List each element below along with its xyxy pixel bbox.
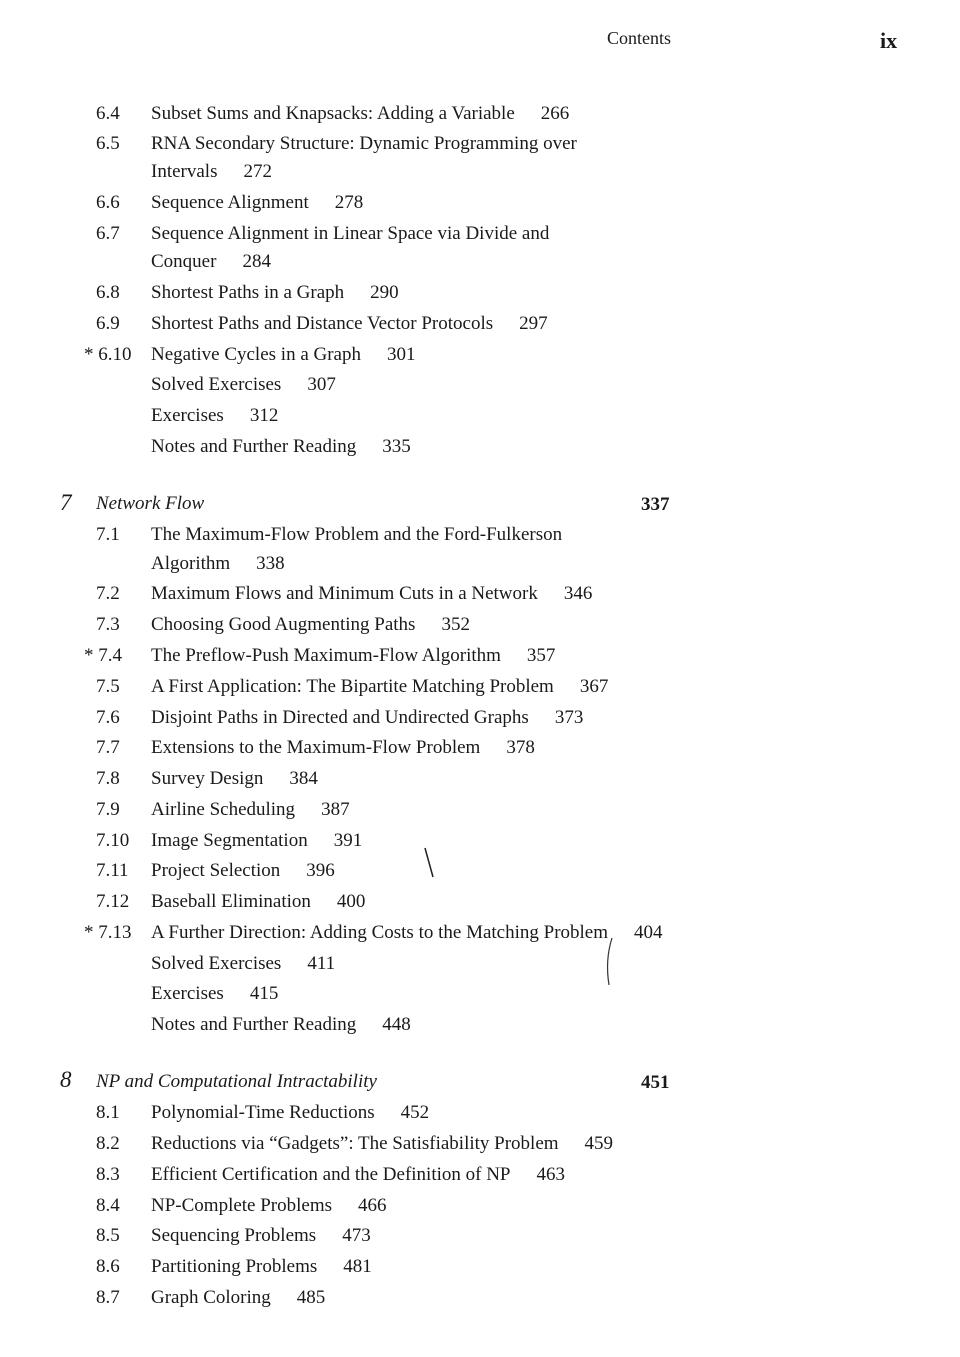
section-title: Subset Sums and Knapsacks: Adding a Variable 266 (151, 103, 570, 124)
section-number: 7.8 (96, 768, 120, 789)
section-page: 284 (242, 251, 271, 272)
section-number: 8.7 (96, 1287, 120, 1308)
section-page: 485 (296, 1287, 326, 1308)
section-page: 481 (343, 1256, 372, 1277)
section-page: 297 (519, 313, 548, 334)
chapter-page: 451 (641, 1072, 670, 1093)
section-title: Graph Coloring 485 (151, 1287, 326, 1308)
section-page: 373 (554, 707, 584, 728)
section-title: Polynomial-Time Reductions 452 (151, 1102, 430, 1123)
section-page: 301 (386, 344, 416, 365)
running-header-page-number: ix (880, 28, 898, 53)
section-title-continued: Intervals 272 (151, 161, 272, 182)
section-title: NP-Complete Problems 466 (151, 1195, 387, 1216)
section-page: 338 (256, 553, 285, 574)
section-title: Airline Scheduling 387 (151, 799, 350, 820)
section-number: 8.2 (96, 1133, 120, 1154)
section-page: 352 (441, 614, 470, 635)
section-title: Reductions via “Gadgets”: The Satisfiability Problem 459 (151, 1133, 614, 1154)
section-page: 411 (307, 953, 336, 974)
section-page: 307 (307, 374, 336, 395)
section-number: 7.3 (96, 614, 120, 635)
section-page: 346 (563, 583, 593, 604)
section-title: Sequence Alignment in Linear Space via Divide and (151, 223, 550, 244)
section-title: Exercises 415 (151, 983, 279, 1004)
section-number: 7.5 (96, 676, 120, 697)
section-title: The Preflow-Push Maximum-Flow Algorithm 357 (151, 645, 556, 666)
section-page: 266 (540, 103, 570, 124)
chapter-title: Network Flow (96, 493, 205, 514)
section-page: 400 (336, 891, 366, 912)
section-page: 357 (526, 645, 556, 666)
section-title: Image Segmentation 391 (151, 830, 363, 851)
section-page: 466 (358, 1195, 387, 1216)
section-page: 384 (289, 768, 318, 789)
section-page: 335 (382, 436, 411, 457)
section-page: 473 (342, 1225, 371, 1246)
section-title: Baseball Elimination 400 (151, 891, 366, 912)
chapter-number: 8 (60, 1067, 72, 1092)
section-title: Partitioning Problems 481 (151, 1256, 372, 1277)
section-number: * 6.10 (84, 344, 132, 365)
section-number: 6.5 (96, 133, 120, 154)
section-title: Notes and Further Reading 335 (151, 436, 411, 457)
section-number: 7.12 (96, 891, 130, 912)
section-title: Sequence Alignment 278 (151, 192, 364, 213)
section-number: * 7.4 (84, 645, 122, 666)
section-title: A Further Direction: Adding Costs to the Matching Problem 404 (151, 922, 663, 943)
section-title: Maximum Flows and Minimum Cuts in a Network 346 (151, 583, 593, 604)
section-page: 448 (382, 1014, 411, 1035)
section-number: 8.1 (96, 1102, 120, 1123)
section-page: 452 (400, 1102, 430, 1123)
section-number: 7.11 (96, 860, 129, 881)
section-page: 404 (634, 922, 663, 943)
section-title: Notes and Further Reading 448 (151, 1014, 411, 1035)
section-page: 290 (370, 282, 399, 303)
section-title: Shortest Paths in a Graph 290 (151, 282, 399, 303)
section-title: Extensions to the Maximum-Flow Problem 378 (151, 737, 535, 758)
section-title: Negative Cycles in a Graph 301 (151, 344, 416, 365)
section-number: 8.4 (96, 1195, 120, 1216)
chapter-title: NP and Computational Intractability (96, 1071, 377, 1092)
section-page: 391 (333, 830, 363, 851)
section-title: Solved Exercises 411 (151, 953, 336, 974)
section-title: Choosing Good Augmenting Paths 352 (151, 614, 470, 635)
section-number: 8.3 (96, 1164, 120, 1185)
section-page: 278 (334, 192, 364, 213)
section-title-continued: Algorithm 338 (151, 553, 285, 574)
section-number: 6.9 (96, 313, 120, 334)
section-number: 6.4 (96, 103, 120, 124)
section-number: * 7.13 (84, 922, 132, 943)
section-title: Exercises 312 (151, 405, 279, 426)
section-page: 272 (243, 161, 272, 182)
running-header-title: Contents (607, 28, 672, 48)
section-title: Project Selection 396 (151, 860, 335, 881)
section-title: RNA Secondary Structure: Dynamic Programming over (151, 133, 577, 154)
section-number: 7.7 (96, 737, 120, 758)
section-number: 7.1 (96, 524, 120, 545)
section-number: 6.8 (96, 282, 120, 303)
section-title: The Maximum-Flow Problem and the Ford-Fulkerson (151, 524, 563, 545)
section-title-continued: Conquer 284 (151, 251, 271, 272)
section-page: 459 (584, 1133, 614, 1154)
section-title: Shortest Paths and Distance Vector Protocols 297 (151, 313, 548, 334)
section-number: 7.2 (96, 583, 120, 604)
section-page: 415 (249, 983, 279, 1004)
section-number: 7.6 (96, 707, 120, 728)
section-title: Solved Exercises 307 (151, 374, 336, 395)
chapter-number: 7 (60, 490, 72, 515)
section-number: 7.9 (96, 799, 120, 820)
section-title: Survey Design 384 (151, 768, 318, 789)
section-page: 387 (321, 799, 350, 820)
section-title: Disjoint Paths in Directed and Undirected Graphs 373 (151, 707, 584, 728)
section-page: 367 (579, 676, 609, 697)
section-title: A First Application: The Bipartite Matching Problem 367 (151, 676, 609, 697)
section-number: 6.7 (96, 223, 120, 244)
section-number: 8.6 (96, 1256, 120, 1277)
section-title: Sequencing Problems 473 (151, 1225, 371, 1246)
section-title: Efficient Certification and the Definition of NP 463 (151, 1164, 565, 1185)
section-page: 463 (536, 1164, 565, 1185)
section-page: 378 (506, 737, 535, 758)
section-number: 8.5 (96, 1225, 120, 1246)
section-number: 7.10 (96, 830, 130, 851)
section-page: 396 (306, 860, 335, 881)
section-page: 312 (249, 405, 279, 426)
chapter-page: 337 (641, 494, 670, 515)
section-number: 6.6 (96, 192, 120, 213)
